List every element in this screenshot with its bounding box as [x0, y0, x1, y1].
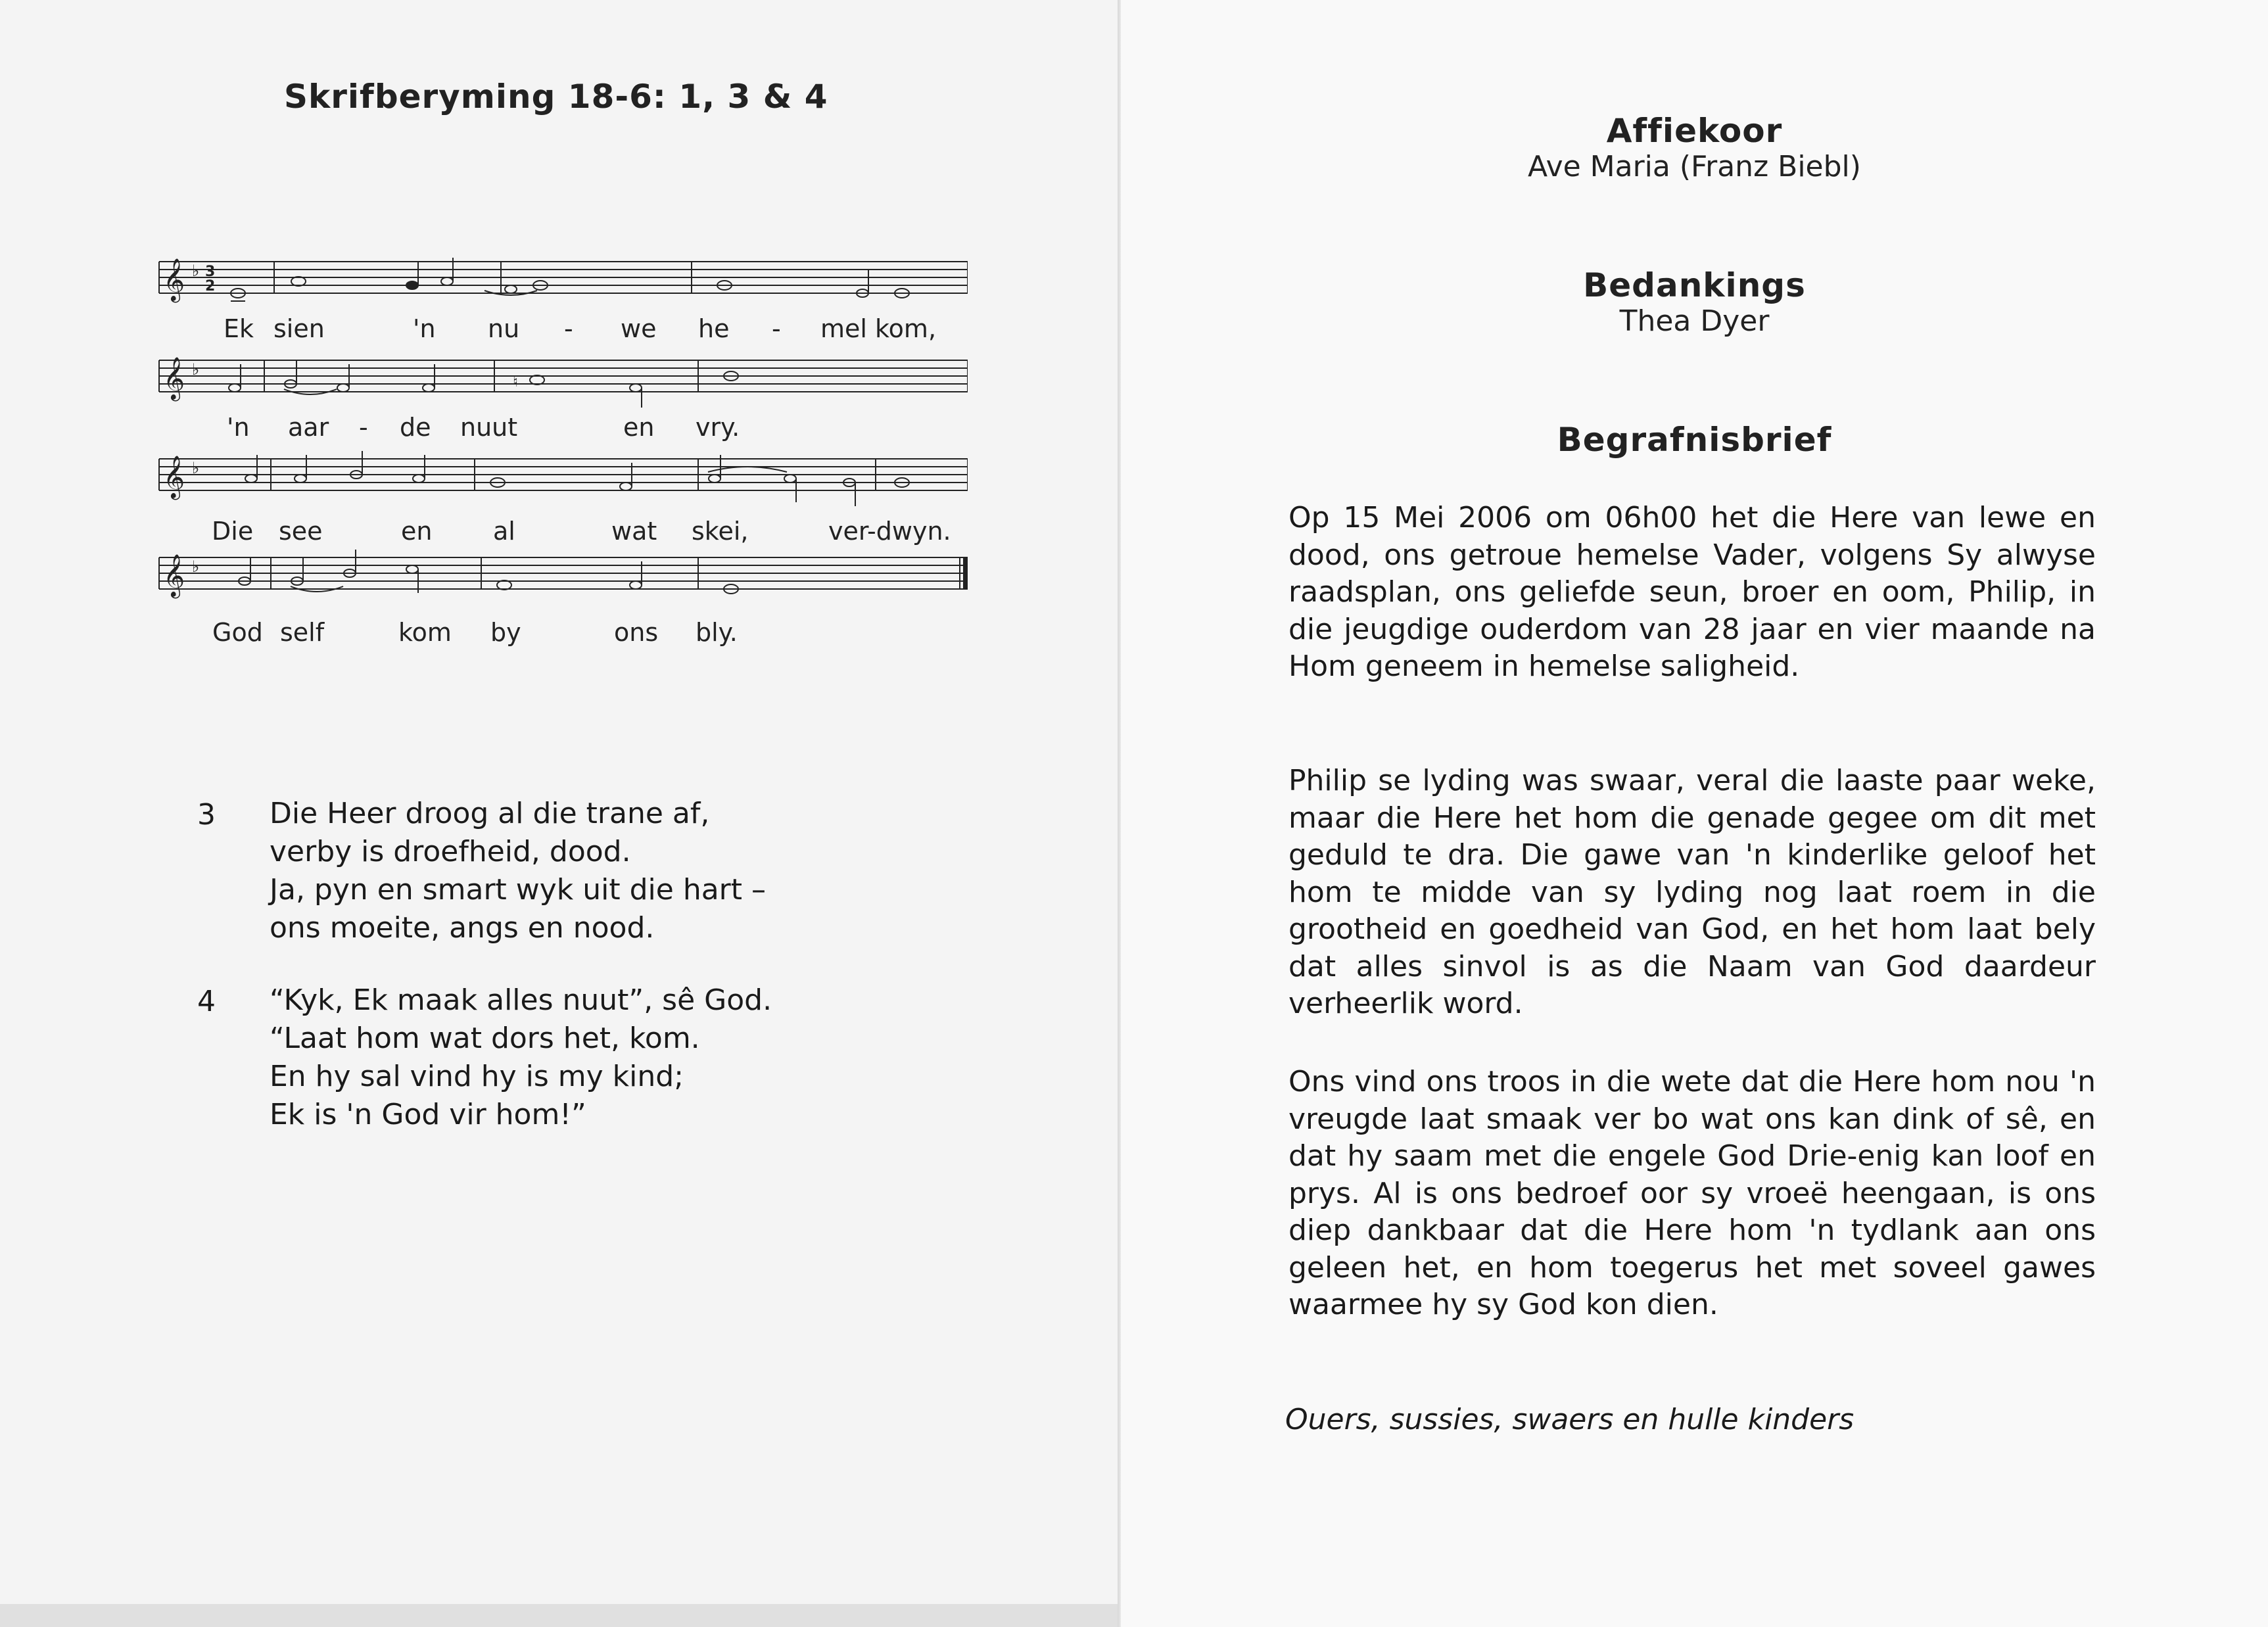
lyric: he	[698, 314, 730, 343]
lyric: Ek	[224, 314, 254, 343]
lyric: Die	[212, 517, 254, 546]
verse-line: En hy sal vind hy is my kind;	[270, 1060, 684, 1093]
bedankings-detail: Thea Dyer	[1619, 304, 1770, 338]
lyric: ver-dwyn.	[828, 517, 951, 546]
begrafnisbrief-heading-wrap	[1121, 421, 2268, 459]
verse-line: Ek is 'n God vir hom!”	[270, 1098, 586, 1131]
lyric: nu	[488, 314, 520, 343]
verse-number: 4	[197, 985, 216, 1018]
verse-line: verby is droefheid, dood.	[270, 835, 631, 868]
lyric: sien	[273, 314, 325, 343]
svg-text:𝄞: 𝄞	[163, 554, 185, 597]
right-page	[1121, 0, 2268, 1627]
begrafnisbrief-heading: Begrafnisbrief	[1557, 421, 1832, 459]
lyric: -	[772, 314, 781, 343]
lyric: wat	[611, 517, 657, 546]
lyric: nuut	[460, 413, 518, 442]
svg-text:♭: ♭	[192, 262, 200, 280]
lyric: skei,	[692, 517, 749, 546]
svg-text:3: 3	[205, 264, 216, 280]
verse-number: 3	[197, 798, 216, 832]
staff-1	[159, 258, 968, 302]
svg-text:♮: ♮	[513, 374, 518, 390]
staff-2	[159, 357, 968, 408]
left-page	[0, 0, 1121, 1627]
svg-text:𝄞: 𝄞	[163, 357, 185, 400]
verse-line: Die Heer droog al die trane af,	[270, 797, 710, 830]
lyric: de	[400, 413, 431, 442]
svg-text:𝄞: 𝄞	[163, 456, 185, 498]
letter-signature: Ouers, sussies, swaers en hulle kinders	[1285, 1403, 1855, 1436]
lyric: bly.	[696, 618, 738, 647]
lyric: en	[623, 413, 655, 442]
affiekoor-heading: Affiekoor	[1606, 112, 1783, 150]
lyric: self	[280, 618, 325, 647]
svg-text:2: 2	[205, 278, 216, 295]
bedankings-heading: Bedankings	[1583, 266, 1806, 304]
lyric: 'n	[227, 413, 250, 442]
svg-text:♭: ♭	[192, 557, 200, 576]
lyric: see	[279, 517, 323, 546]
staff-3	[159, 451, 968, 506]
bedankings-section	[1121, 266, 2268, 338]
svg-text:♭: ♭	[192, 360, 200, 379]
svg-text:♭: ♭	[192, 459, 200, 477]
verse-line: ons moeite, angs en nood.	[270, 911, 655, 945]
scan-edge	[0, 1604, 1121, 1627]
lyric: we	[621, 314, 657, 343]
affiekoor-section	[1121, 112, 2268, 183]
lyric: by	[490, 618, 521, 647]
lyric: en	[401, 517, 433, 546]
lyric: kom	[398, 618, 452, 647]
staff-4	[159, 550, 968, 598]
lyric: al	[493, 517, 515, 546]
letter-paragraph-3: Ons vind ons troos in die wete dat die Here hom nou 'n vreugde laat smaak ver bo wat ons kan dink of sê, en dat hy saam met die engele God Drie-enig kan loof en prys. Al is ons bedroef oor sy vroeë heengaan, is ons diep dankbaar dat die Here hom 'n tydlank aan ons geleen het, en hom toegerus het met soveel gawes waarmee hy sy God kon dien.	[1288, 1065, 2096, 1321]
verse-line: Ja, pyn en smart wyk uit die hart –	[270, 873, 767, 907]
lyric: God	[212, 618, 263, 647]
lyric: -	[359, 413, 368, 442]
letter-paragraph-2: Philip se lyding was swaar, veral die laaste paar weke, maar die Here het hom die genade gegee om dit met geduld te dra. Die gawe van 'n kinderlike geloof het hom te midde van sy lyding nog laat roem in die grootheid en goedheid van God, en het hom laat bely dat alles sinvol is as die Naam van God daardeur verheerlik word.	[1288, 764, 2096, 1020]
lyric: 'n	[413, 314, 436, 343]
verse-line: “Laat hom wat dors het, kom.	[270, 1022, 700, 1055]
letter-paragraph-1: Op 15 Mei 2006 om 06h00 het die Here van lewe en dood, ons getroue hemelse Vader, volgens Sy alwyse raadsplan, ons geliefde seun, broer en oom, Philip, in die jeugdige ouderdom van 28 jaar en vier maande na Hom geneem in hemelse saligheid.	[1288, 501, 2096, 683]
lyric: vry.	[696, 413, 740, 442]
svg-text:𝄞: 𝄞	[163, 258, 185, 301]
hymn-title: Skrifberyming 18-6: 1, 3 & 4	[284, 78, 828, 116]
music-score	[153, 242, 968, 663]
lyric: -	[564, 314, 573, 343]
lyric: ons	[614, 618, 659, 647]
verse-line: “Kyk, Ek maak alles nuut”, sê God.	[270, 983, 772, 1017]
lyric: mel kom,	[820, 314, 937, 343]
affiekoor-detail: Ave Maria (Franz Biebl)	[1528, 150, 1861, 183]
lyric: aar	[288, 413, 329, 442]
